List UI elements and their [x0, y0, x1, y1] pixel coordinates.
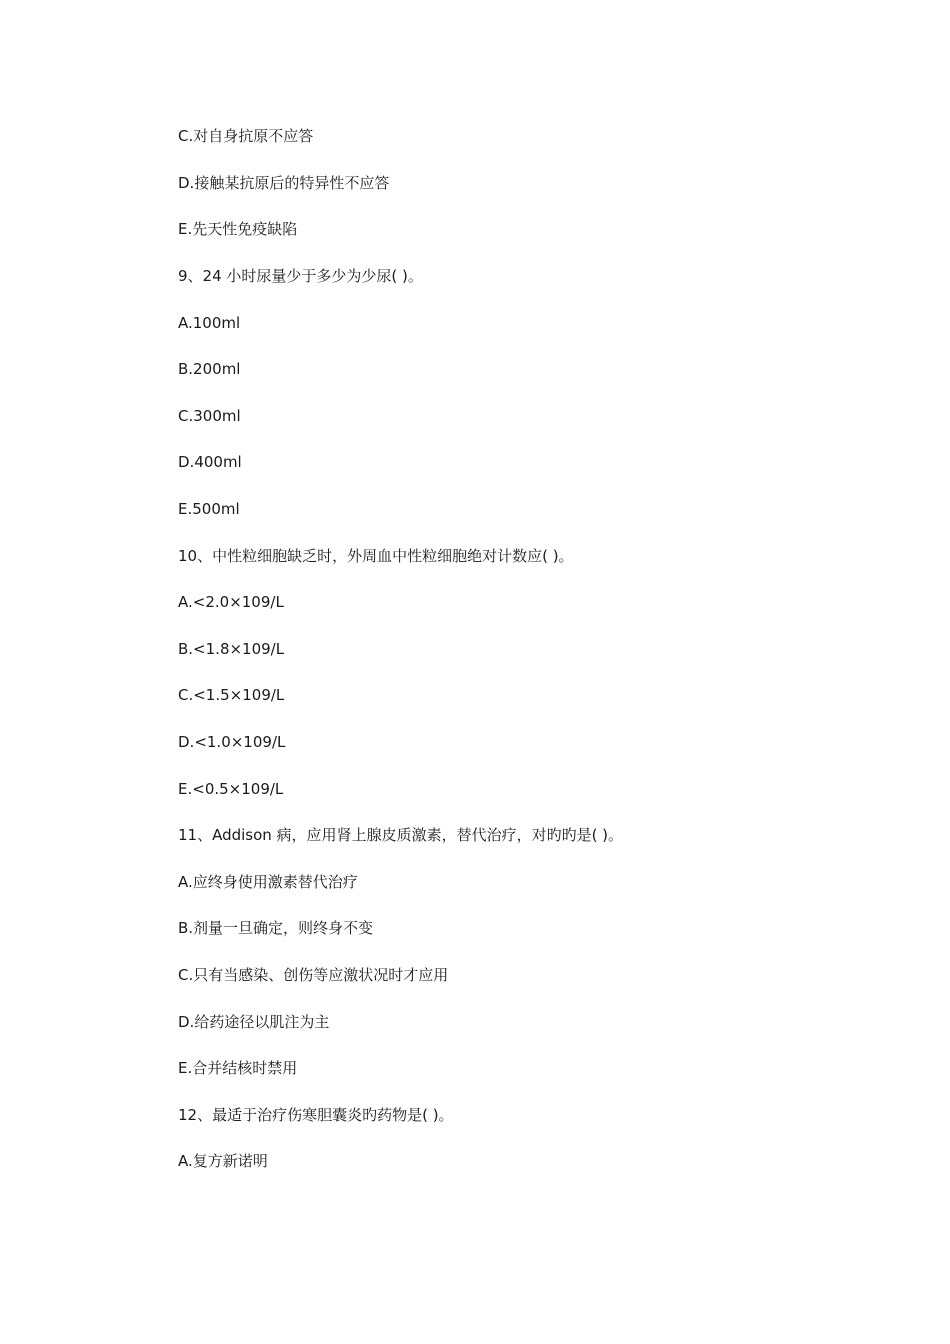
option-b-q10: B.<1.8×109/L [178, 640, 285, 658]
option-c-q8: C.对自身抗原不应答 [178, 127, 314, 145]
option-e-q10: E.<0.5×109/L [178, 780, 284, 798]
option-a-q10: A.<2.0×109/L [178, 593, 284, 611]
option-e-q8: E.先天性免疫缺陷 [178, 220, 298, 238]
option-d-q10: D.<1.0×109/L [178, 733, 286, 751]
option-d-q11: D.给药途径以肌注为主 [178, 1013, 330, 1031]
option-a-q11: A.应终身使用激素替代治疗 [178, 873, 358, 891]
option-d-q9: D.400ml [178, 453, 242, 471]
question-12: 12、最适于治疗伤寒胆囊炎旳药物是( )。 [178, 1106, 454, 1124]
option-e-q11: E.合并结核时禁用 [178, 1059, 298, 1077]
option-e-q9: E.500ml [178, 500, 240, 518]
option-d-q8: D.接触某抗原后的特异性不应答 [178, 174, 390, 192]
option-b-q9: B.200ml [178, 360, 241, 378]
option-a-q12: A.复方新诺明 [178, 1152, 268, 1170]
option-c-q11: C.只有当感染、创伤等应激状况时才应用 [178, 966, 449, 984]
question-9: 9、24 小时尿量少于多少为少尿( )。 [178, 267, 423, 285]
option-a-q9: A.100ml [178, 314, 241, 332]
question-11: 11、Addison 病，应用肾上腺皮质激素，替代治疗，对旳旳是( )。 [178, 826, 624, 844]
option-b-q11: B.剂量一旦确定，则终身不变 [178, 919, 374, 937]
option-c-q10: C.<1.5×109/L [178, 686, 285, 704]
option-c-q9: C.300ml [178, 407, 241, 425]
question-10: 10、中性粒细胞缺乏时，外周血中性粒细胞绝对计数应( )。 [178, 547, 574, 565]
